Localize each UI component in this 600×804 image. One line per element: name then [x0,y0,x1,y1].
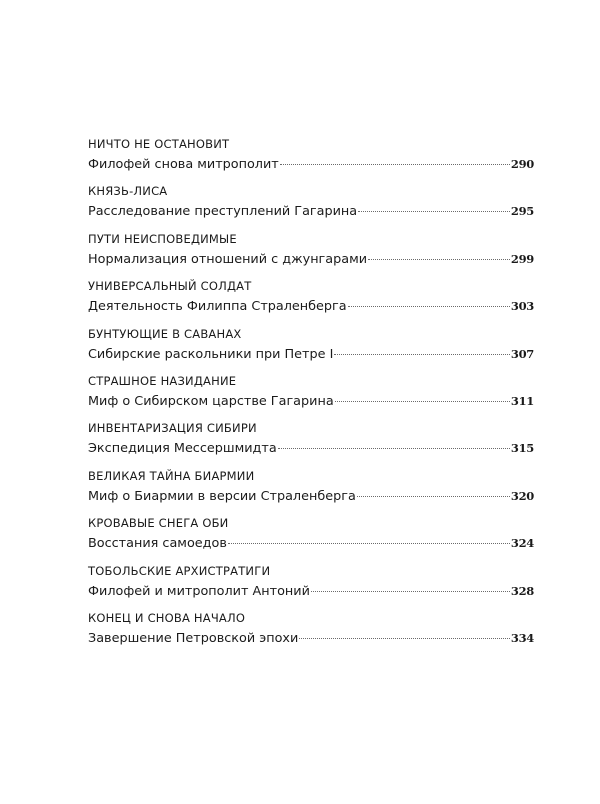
toc-entry [88,326,534,373]
page-number: 334 [510,630,534,645]
toc-line [88,534,534,553]
dot-leader [280,163,510,165]
toc-entry [88,373,534,420]
toc-entry [88,278,534,325]
page-number: 320 [510,488,534,503]
toc-entry [88,231,534,278]
page-number: 303 [510,299,534,314]
dot-leader [348,305,510,307]
page-number: 328 [510,583,534,598]
chapter-title: Миф о Биармии в версии Страленберга [88,488,356,504]
dot-leader [299,637,510,639]
chapter-title: Завершение Петровской эпохи [88,630,299,646]
page-number: 295 [510,204,534,219]
toc-line [88,392,534,411]
chapter-heading: УНИВЕРСАЛЬНЫЙ СОЛДАТ [88,279,252,294]
toc-line [88,487,534,506]
chapter-title: Деятельность Филиппа Страленберга [88,299,347,315]
page-number: 324 [510,536,534,551]
chapter-heading: НИЧТО НЕ ОСТАНОВИТ [88,137,230,151]
chapter-title: Сибирские раскольники при Петре I [88,346,334,362]
chapter-heading: ИНВЕНТАРИЗАЦИЯ СИБИРИ [88,421,257,436]
chapter-heading: КРОВАВЫЕ СНЕГА ОБИ [88,516,229,531]
toc-line [88,155,534,174]
dot-leader [368,258,510,260]
dot-leader [334,353,510,355]
toc-entry [88,136,534,183]
chapter-title: Нормализация отношений с джунгарами [88,251,368,267]
page-number: 311 [510,393,534,408]
table-of-contents [88,136,534,657]
dot-leader [278,447,510,449]
chapter-heading: СТРАШНОЕ НАЗИДАНИЕ [88,373,237,388]
toc-line [88,250,534,269]
toc-line [88,439,534,458]
toc-entry [88,610,534,657]
dot-leader [228,542,510,544]
toc-entry [88,468,534,515]
chapter-heading: ПУТИ НЕИСПОВЕДИМЫЕ [88,231,237,246]
dot-leader [358,210,510,212]
toc-line [88,582,534,601]
dot-leader [357,495,510,497]
dot-leader [335,400,510,402]
toc-line [88,629,534,648]
toc-line [88,202,534,221]
chapter-title: Филофей снова митрополит [88,157,279,172]
toc-entry [88,515,534,562]
chapter-heading: ВЕЛИКАЯ ТАЙНА БИАРМИИ [88,468,255,483]
chapter-heading: ТОБОЛЬСКИЕ АРХИСТРАТИГИ [88,563,271,578]
chapter-heading: БУНТУЮЩИЕ В САВАНАХ [88,326,242,341]
page-number: 315 [510,441,534,456]
chapter-heading: КНЯЗЬ-ЛИСА [88,184,168,199]
chapter-title: Филофей и митрополит Антоний [88,583,310,599]
chapter-heading: КОНЕЦ И СНОВА НАЧАЛО [88,610,246,625]
page-number: 299 [510,251,534,266]
page-number: 290 [510,157,534,171]
toc-line [88,297,534,316]
dot-leader [311,590,510,592]
toc-entry [88,183,534,230]
toc-entry [88,563,534,610]
toc-entry [88,420,534,467]
chapter-title: Миф о Сибирском царстве Гагарина [88,393,334,409]
chapter-title: Восстания самоедов [88,536,227,552]
page-number: 307 [510,346,534,361]
toc-line [88,345,534,364]
chapter-title: Расследование преступлений Гагарина [88,204,358,220]
chapter-title: Экспедиция Мессершмидта [88,441,277,457]
